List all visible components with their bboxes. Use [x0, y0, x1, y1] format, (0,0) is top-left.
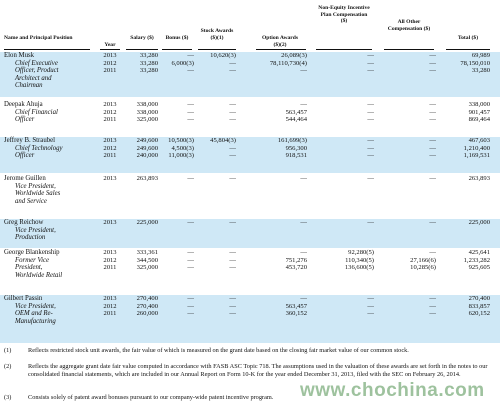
executive-title-line: Manufacturing [15, 317, 56, 325]
cell-salary: 33,280 [139, 52, 158, 59]
cell-all-other: 27,166(6) [410, 256, 436, 264]
executive-title-line: Production [15, 234, 46, 242]
cell-bonus: — [187, 175, 194, 182]
executive-group [0, 101, 500, 136]
cell-total: 901,457 [468, 108, 490, 116]
cell-all-other: — [429, 152, 436, 160]
cell-non-equity: 110,340(5) [345, 256, 374, 264]
cell-total: 620,152 [468, 310, 490, 318]
cell-all-other: — [429, 59, 436, 67]
cell-year: 2012 [103, 302, 117, 310]
executive-title-line: Worldwide Sales [15, 190, 61, 198]
cell-stock-awards: — [229, 249, 236, 256]
cell-stock-awards: — [229, 144, 236, 152]
watermark: www.chochina.com [300, 380, 485, 401]
cell-option-awards: 161,699(3) [277, 137, 307, 144]
cell-stock-awards: — [229, 152, 236, 160]
cell-all-other: — [429, 116, 436, 124]
cell-option-awards: 918,531 [285, 152, 307, 160]
cell-salary: 263,893 [136, 175, 158, 182]
cell-non-equity: — [367, 116, 374, 124]
cell-year: 2011 [103, 152, 117, 160]
executive-title-line: Chief Technology [15, 144, 63, 152]
cell-option-awards: 360,152 [285, 310, 307, 318]
cell-year: 2012 [103, 256, 117, 264]
header-all-other: All Other Compensation ($) [387, 19, 431, 32]
cell-bonus: — [187, 101, 194, 108]
cell-all-other: — [429, 302, 436, 310]
footnote-number: (1) [4, 347, 12, 354]
cell-bonus: — [187, 52, 194, 59]
cell-option-awards: 563,457 [285, 302, 307, 310]
executive-group [0, 219, 500, 248]
cell-option-awards: — [300, 295, 307, 302]
cell-total: 833,857 [468, 302, 490, 310]
cell-option-awards: — [300, 67, 307, 75]
cell-bonus: — [187, 264, 194, 272]
header-rule-allother [384, 49, 434, 50]
executive-name: George Blankenship [4, 249, 60, 256]
executive-name: Gilbert Passin [4, 295, 43, 302]
cell-year: 2013 [103, 219, 117, 226]
cell-non-equity: — [367, 108, 374, 116]
executive-title-line: Vice President, [15, 302, 56, 310]
cell-year: 2012 [103, 59, 117, 67]
header-bonus: Bonus ($) [165, 35, 189, 41]
header-salary: Salary ($) [130, 35, 154, 41]
executive-title-line: and Service [15, 197, 47, 205]
cell-salary: 260,000 [136, 310, 158, 318]
cell-non-equity: — [367, 295, 374, 302]
cell-all-other: — [429, 219, 436, 226]
cell-non-equity: — [367, 144, 374, 152]
footnote-number: (3) [4, 394, 12, 401]
cell-all-other: — [429, 295, 436, 302]
cell-non-equity: — [367, 175, 374, 182]
executive-name: Deepak Ahuja [4, 101, 43, 108]
footnote-text: Consists solely of patent award bonuses pursuant to our company-wide patent incentive program. [28, 394, 274, 401]
cell-year: 2012 [103, 108, 117, 116]
cell-total: 33,280 [471, 67, 490, 75]
cell-bonus: — [187, 256, 194, 264]
cell-stock-awards: — [229, 295, 236, 302]
cell-stock-awards: — [229, 175, 236, 182]
cell-salary: 344,500 [136, 256, 158, 264]
cell-total: 925,605 [468, 264, 490, 272]
cell-total: 1,210,400 [463, 144, 490, 152]
cell-option-awards: 956,300 [285, 144, 307, 152]
cell-option-awards: 544,464 [285, 116, 307, 124]
cell-non-equity: — [367, 137, 374, 144]
cell-salary: 33,280 [139, 67, 158, 75]
executive-title-line: OEM and Re- [15, 310, 53, 318]
cell-salary: 249,600 [136, 144, 158, 152]
cell-total: 425,641 [468, 249, 490, 256]
cell-non-equity: — [367, 59, 374, 67]
cell-year: 2013 [103, 137, 117, 144]
executive-group [0, 137, 500, 173]
executive-title-line: Chief Financial [15, 108, 58, 116]
cell-bonus: 10,500(3) [168, 137, 194, 144]
cell-option-awards: — [300, 219, 307, 226]
cell-salary: 270,400 [136, 302, 158, 310]
cell-salary: 333,361 [136, 249, 158, 256]
cell-option-awards: 26,089(3) [281, 52, 307, 59]
footnote-text: Reflects restricted stock unit awards, the fair value of which is measured on the grant date based on the closing fair market value of our common stock. [28, 347, 409, 354]
cell-salary: 240,000 [136, 152, 158, 160]
cell-non-equity: 92,280(5) [348, 249, 374, 256]
cell-bonus: — [187, 116, 194, 124]
cell-salary: 325,000 [136, 264, 158, 272]
cell-year: 2011 [103, 310, 117, 318]
cell-non-equity: 136,600(5) [344, 264, 374, 272]
cell-total: 467,603 [468, 137, 490, 144]
executive-title-line: Architect and [15, 74, 52, 82]
cell-all-other: — [429, 101, 436, 108]
cell-total: 1,233,282 [463, 256, 490, 264]
cell-stock-awards: — [229, 302, 236, 310]
executive-title-line: Officer [15, 152, 35, 160]
cell-stock-awards: — [229, 59, 236, 67]
cell-bonus: 4,500(3) [171, 144, 194, 152]
cell-non-equity: — [367, 67, 374, 75]
cell-non-equity: — [367, 302, 374, 310]
cell-non-equity: — [367, 101, 374, 108]
executive-title-line: Chairman [15, 82, 43, 90]
cell-year: 2013 [103, 249, 117, 256]
cell-all-other: — [429, 144, 436, 152]
cell-stock-awards: — [229, 116, 236, 124]
cell-option-awards: 563,457 [285, 108, 307, 116]
cell-option-awards: 78,110,730(4) [269, 59, 307, 67]
cell-salary: 249,600 [136, 137, 158, 144]
cell-stock-awards: — [229, 108, 236, 116]
cell-year: 2011 [103, 116, 117, 124]
cell-total: 270,400 [468, 295, 490, 302]
cell-stock-awards: — [229, 219, 236, 226]
cell-all-other: — [429, 67, 436, 75]
executive-name: Jeffrey B. Straubel [4, 137, 56, 144]
cell-bonus: — [187, 302, 194, 310]
executive-title-line: Vice President, [15, 182, 56, 190]
cell-year: 2013 [103, 101, 117, 108]
cell-stock-awards: 45,804(3) [210, 137, 236, 144]
header-year: Year [104, 42, 116, 48]
cell-option-awards: 751,276 [285, 256, 307, 264]
header-total: Total ($) [457, 35, 479, 41]
cell-salary: 225,000 [136, 219, 158, 226]
cell-bonus: — [187, 249, 194, 256]
cell-total: 225,000 [468, 219, 490, 226]
cell-bonus: — [187, 67, 194, 75]
executive-title-line: President, [15, 264, 43, 272]
header-rule-year [100, 49, 120, 50]
cell-bonus: 6,000(3) [171, 59, 194, 67]
header-stock-awards: Stock Awards ($)(1) [200, 28, 234, 41]
cell-total: 1,169,531 [463, 152, 490, 160]
header-non-equity: Non-Equity Incentive Plan Compensation ($) [318, 5, 370, 25]
cell-salary: 270,400 [136, 295, 158, 302]
executive-title-line: Former Vice [15, 256, 50, 264]
header-rule-name [4, 49, 90, 50]
cell-non-equity: — [367, 52, 374, 59]
cell-option-awards: — [300, 175, 307, 182]
cell-all-other: — [429, 137, 436, 144]
header-rule-nonequity [316, 49, 372, 50]
cell-salary: 338,000 [136, 108, 158, 116]
cell-all-other: 10,285(6) [410, 264, 436, 272]
header-rule-bonus [162, 49, 192, 50]
cell-non-equity: — [367, 219, 374, 226]
header-rule-total [446, 49, 490, 50]
cell-all-other: — [429, 175, 436, 182]
cell-non-equity: — [367, 310, 374, 318]
executive-name: Jerome Guillen [4, 175, 46, 182]
cell-bonus: — [187, 108, 194, 116]
header-rule-stock [198, 49, 236, 50]
footnote-text: Reflects the aggregate grant date fair value computed in accordance with FASB ASC Topic 718. The assumptions used in the valuation of these awards are set forth in the notes to our consolidated financial statements, which are included in our Annual Report on Form 10-K for the year ended December 31, 2013, filed with the SEC on February 26, 2014. [28, 363, 488, 378]
cell-year: 2011 [103, 67, 117, 75]
cell-bonus: — [187, 219, 194, 226]
executive-group [0, 52, 500, 97]
cell-stock-awards: — [229, 101, 236, 108]
cell-option-awards: — [300, 249, 307, 256]
cell-all-other: — [429, 52, 436, 59]
cell-total: 869,464 [468, 116, 490, 124]
header-rule-option [256, 49, 306, 50]
executive-title-line: Officer [15, 116, 35, 124]
cell-all-other: — [429, 249, 436, 256]
executive-name: Greg Reichow [4, 219, 44, 226]
header-option-awards: Option Awards ($)(2) [261, 35, 299, 48]
cell-salary: 325,000 [136, 116, 158, 124]
cell-year: 2013 [103, 175, 117, 182]
executive-title-line: Chief Executive [15, 59, 58, 67]
cell-year: 2013 [103, 295, 117, 302]
cell-stock-awards: — [229, 256, 236, 264]
cell-total: 78,150,010 [460, 59, 490, 67]
executive-title-line: Worldwide Retail [15, 271, 63, 279]
cell-bonus: — [187, 295, 194, 302]
cell-year: 2012 [103, 144, 117, 152]
executive-group [0, 249, 500, 294]
cell-total: 338,000 [468, 101, 490, 108]
cell-stock-awards: — [229, 310, 236, 318]
cell-bonus: 11,000(3) [168, 152, 194, 160]
header-rule-salary [126, 49, 158, 50]
executive-name: Elon Musk [4, 52, 35, 59]
executive-group [0, 295, 500, 343]
executive-group [0, 175, 500, 218]
executive-title-line: Vice President, [15, 226, 56, 234]
cell-year: 2011 [103, 264, 117, 272]
cell-total: 69,989 [471, 52, 490, 59]
footnote-number: (2) [4, 363, 12, 370]
cell-year: 2013 [103, 52, 117, 59]
header-name: Name and Principal Position [4, 35, 73, 41]
cell-option-awards: — [300, 101, 307, 108]
cell-non-equity: — [367, 152, 374, 160]
cell-stock-awards: 10,620(3) [210, 52, 236, 59]
cell-salary: 338,000 [136, 101, 158, 108]
cell-all-other: — [429, 310, 436, 318]
cell-stock-awards: — [229, 264, 236, 272]
cell-stock-awards: — [229, 67, 236, 75]
executive-title-line: Officer, Product [15, 67, 59, 75]
cell-salary: 33,280 [139, 59, 158, 67]
cell-option-awards: 453,720 [285, 264, 307, 272]
cell-all-other: — [429, 108, 436, 116]
cell-bonus: — [187, 310, 194, 318]
cell-total: 263,893 [468, 175, 490, 182]
